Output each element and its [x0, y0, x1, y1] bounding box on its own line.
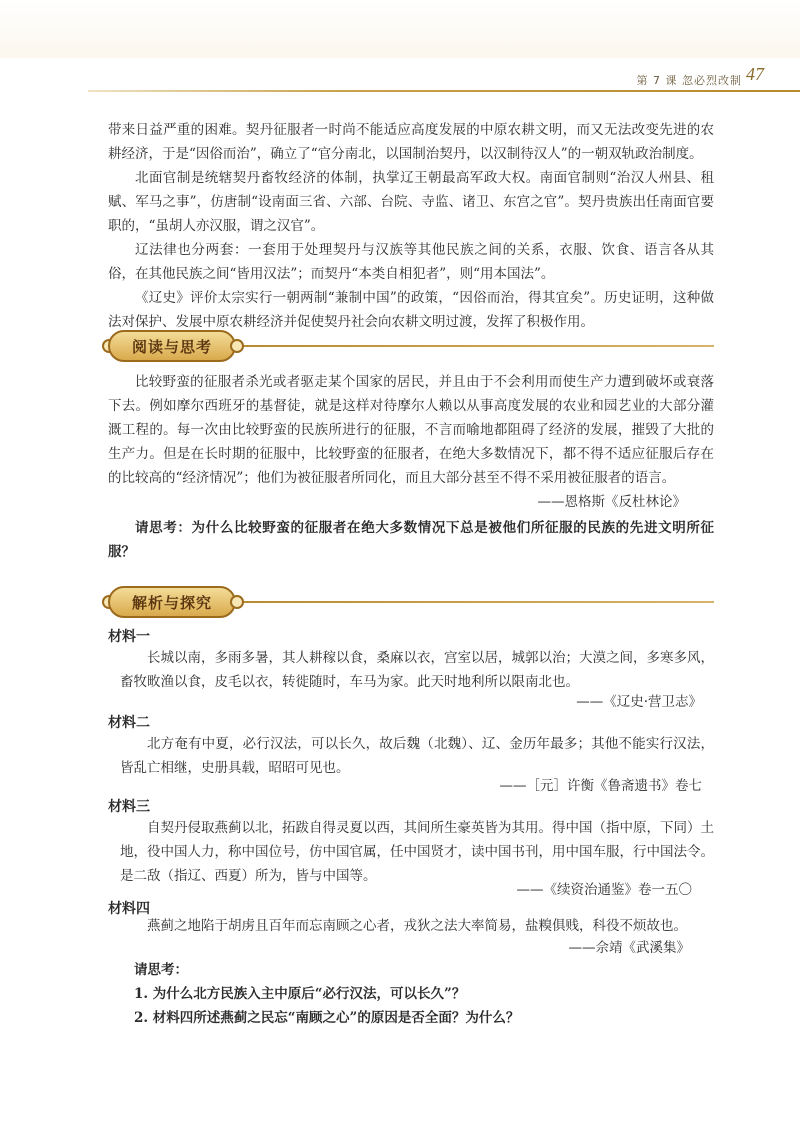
page-number: 47 — [746, 64, 764, 84]
reading-paragraph: 比较野蛮的征服者杀光或者驱走某个国家的居民，并且由于不会利用而使生产力遭到破坏或衰落下去。例如摩尔西班牙的基督徒，就是这样对待摩尔人赖以从事高度发展的农业和园艺业的大部分灌溉工程的。每一次由比较野蛮的民族所进行的征服，不言而喻地都阻碍了经济的发展，摧毁了大批的生产力。但是在长时期的征服中，比较野蛮的征服者，在绝大多数情况下，都不得不适应征服后存在的比较高的“经济情况”；他们为被征服者所同化，而且大部分甚至不得不采用被征服者的语言。 — [108, 374, 714, 486]
analysis-title: 解析与探究 — [131, 593, 212, 612]
material-label: 材料一 — [108, 629, 150, 645]
material-text — [120, 914, 714, 938]
analysis-banner — [108, 586, 714, 618]
material-source: ——《续资治通鉴》卷一五〇 — [516, 882, 692, 898]
question-item: 1. 为什么北方民族入主中原后“必行汉法，可以长久”？ — [134, 986, 466, 1002]
ornament-icon — [230, 339, 244, 353]
reading-banner — [108, 330, 714, 362]
material-label: 材料二 — [108, 715, 150, 731]
reading-question: 请思考：为什么比较野蛮的征服者在绝大多数情况下总是被他们所征服的民族的先进文明所征服？ — [108, 520, 714, 560]
intro-paragraph: 北面官制是统辖契丹畜牧经济的体制，执掌辽王朝最高军政大权。南面官制则“治汉人州县、租赋、军马之事”，仿唐制“设南面三省、六部、台院、寺监、诸卫、东宫之官”。契丹贵族出任南面官要职的，“虽胡人亦汉服，谓之汉官”。 — [108, 170, 714, 234]
reading-title: 阅读与思考 — [131, 337, 212, 356]
question-item: 2. 材料四所述燕蓟之民忘“南顾之心”的原因是否全面？为什么？ — [134, 1010, 520, 1026]
material-text — [120, 732, 714, 780]
reading-text — [108, 370, 714, 564]
page-header-band — [0, 0, 800, 58]
banner-rule — [228, 601, 714, 603]
analysis-questions — [108, 958, 714, 1030]
intro-paragraph: 《辽史》评价太宗实行一朝两制“兼制中国”的政策，“因俗而治，得其宜矣”。历史证明，这种做法对保护、发展中原农耕经济并促使契丹社会向农耕文明过渡，发挥了积极作用。 — [108, 290, 714, 330]
lesson-header: 第 7 课 忽必烈改制 — [636, 74, 742, 87]
question-intro: 请思考： — [134, 962, 188, 978]
banner-rule — [228, 345, 714, 347]
reading-source: ——恩格斯《反杜林论》 — [537, 494, 686, 510]
material-body: 燕蓟之地陷于胡虏且百年而忘南顾之心者，戎狄之法大率简易，盐糗俱贱，科役不烦故也。 — [147, 918, 687, 934]
header-rule — [88, 90, 800, 92]
intro-paragraph: 带来日益严重的困难。契丹征服者一时尚不能适应高度发展的中原农耕文明，而又无法改变先进的农耕经济，于是“因俗而治”，确立了“官分南北，以国制治契丹，以汉制待汉人”的一朝双轨政治制度。 — [108, 122, 714, 162]
material-source: ——佘靖《武溪集》 — [568, 940, 690, 956]
material-source: ——《辽史·营卫志》 — [576, 694, 702, 710]
reading-title-box — [108, 330, 236, 362]
analysis-title-box — [108, 586, 236, 618]
material-text — [120, 646, 714, 694]
material-source: ——［元］许衡《鲁斋遗书》卷七 — [499, 778, 702, 794]
material-label: 材料三 — [108, 799, 150, 815]
material-body: 自契丹侵取燕蓟以北，拓跋自得灵夏以西，其间所生豪英皆为其用。得中国（指中原，下同）土地，役中国人力，称中国位号，仿中国官属，任中国贤才，读中国书刊，用中国车服，行中国法令。是二敌（指辽、西夏）所为，皆与中国等。 — [120, 820, 714, 884]
material-body: 长城以南，多雨多暑，其人耕稼以食，桑麻以衣，宫室以居，城郭以治；大漠之间，多寒多风，畜牧畋渔以食，皮毛以衣，转徙随时，车马为家。此天时地利所以限南北也。 — [120, 650, 714, 690]
intro-text — [108, 118, 714, 334]
material-body: 北方奄有中夏，必行汉法，可以长久，故后魏（北魏）、辽、金历年最多；其他不能实行汉法，皆乱亡相继，史册具载，昭昭可见也。 — [120, 736, 714, 776]
ornament-icon — [230, 595, 244, 609]
intro-paragraph: 辽法律也分两套：一套用于处理契丹与汉族等其他民族之间的关系，衣服、饮食、语言各从其俗，在其他民族之间“皆用汉法”；而契丹“本类自相犯者”，则“用本国法”。 — [108, 242, 714, 282]
material-label: 材料四 — [108, 901, 150, 917]
